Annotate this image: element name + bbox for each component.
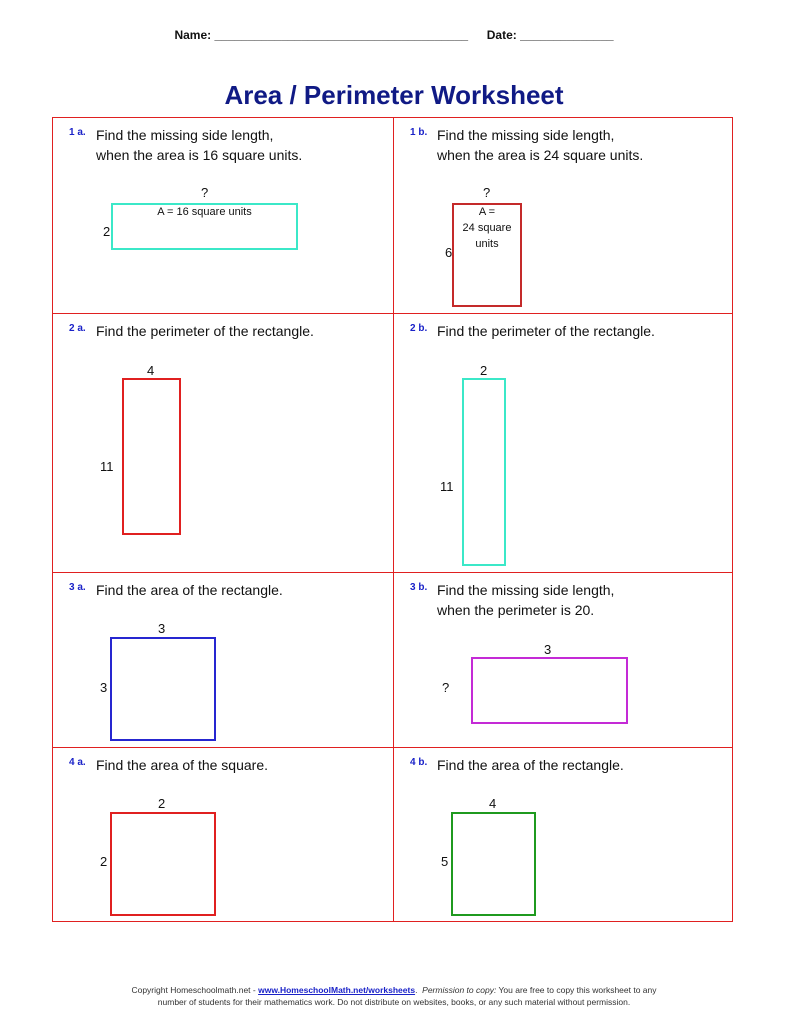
rectangle-figure [122,378,181,535]
area-label: A = 16 square units [157,206,252,218]
top-side-label: 2 [158,796,166,811]
area-label: A = 24 square units [462,206,512,250]
top-side-label: 3 [544,642,552,657]
problem-number: 2 a. [69,323,86,334]
top-side-label: 3 [158,621,166,636]
problem-number: 1 b. [410,127,428,138]
left-side-label: 2 [100,854,108,869]
top-side-label: ? [483,185,491,200]
worksheet-title: Area / Perimeter Worksheet [224,80,564,110]
problem-number: 3 b. [410,582,428,593]
problem-3a [53,573,393,747]
rectangle-figure [451,812,536,916]
copyright-footer: Copyright Homeschoolmath.net - www.HomeschoolMath.net/worksheets. Permission to copy: You are free to copy this worksheet to any number of students for their mathematics work. Do not distribute on websites, books, or any such material without permission. [0,984,788,1008]
problem-question: Find the perimeter of the rectangle. [437,323,655,339]
problem-1b [394,118,734,313]
problem-question: Find the missing side length, when the perimeter is 20. [437,582,615,618]
problem-number: 4 b. [410,757,428,768]
top-side-label: 2 [480,363,488,378]
problem-number: 4 a. [69,757,86,768]
left-side-label: 2 [103,224,111,239]
permission-text-line2: number of students for their mathematics work. Do not distribute on websites, books, or any such material without permission. [157,997,631,1007]
left-side-label: 11 [440,479,454,494]
name-date-header [0,28,788,42]
left-side-label: 11 [100,459,114,474]
problem-grid [52,117,733,922]
website-link[interactable]: www.HomeschoolMath.net/worksheets [258,985,416,995]
top-side-label: 4 [147,363,155,378]
rectangle-figure [462,378,506,566]
problem-2a [53,314,393,572]
problem-question: Find the missing side length, when the area is 16 square units. [96,127,303,163]
name-label: Name: [174,28,212,42]
problem-question: Find the perimeter of the rectangle. [96,323,314,339]
problem-number: 1 a. [69,127,86,138]
problem-4a [53,748,393,923]
top-side-label: ? [201,185,209,200]
problem-number: 2 b. [410,323,428,334]
problem-4b [394,748,734,923]
rectangle-figure [110,637,216,741]
problem-number: 3 a. [69,582,86,593]
top-side-label: 4 [489,796,497,811]
permission-text: You are free to copy this worksheet to any [496,985,657,995]
name-line[interactable]: ______________________________________ [214,28,469,42]
square-figure [110,812,216,916]
problem-1a [53,118,393,313]
problem-question: Find the area of the rectangle. [437,757,624,773]
problem-question: Find the area of the rectangle. [96,582,283,598]
problem-2b [394,314,734,572]
left-side-label: 6 [445,245,453,260]
problem-question: Find the missing side length, when the area is 24 square units. [437,127,644,163]
left-side-label: 3 [100,680,108,695]
left-side-label: ? [442,680,450,695]
problem-question: Find the area of the square. [96,757,268,773]
copyright-text: Copyright Homeschoolmath.net - [131,985,259,995]
date-line[interactable]: ______________ [520,28,614,42]
rectangle-figure [471,657,628,724]
left-side-label: 5 [441,854,449,869]
problem-3b [394,573,734,747]
date-label: Date: [486,28,517,42]
permission-label: Permission to copy: [422,985,497,995]
